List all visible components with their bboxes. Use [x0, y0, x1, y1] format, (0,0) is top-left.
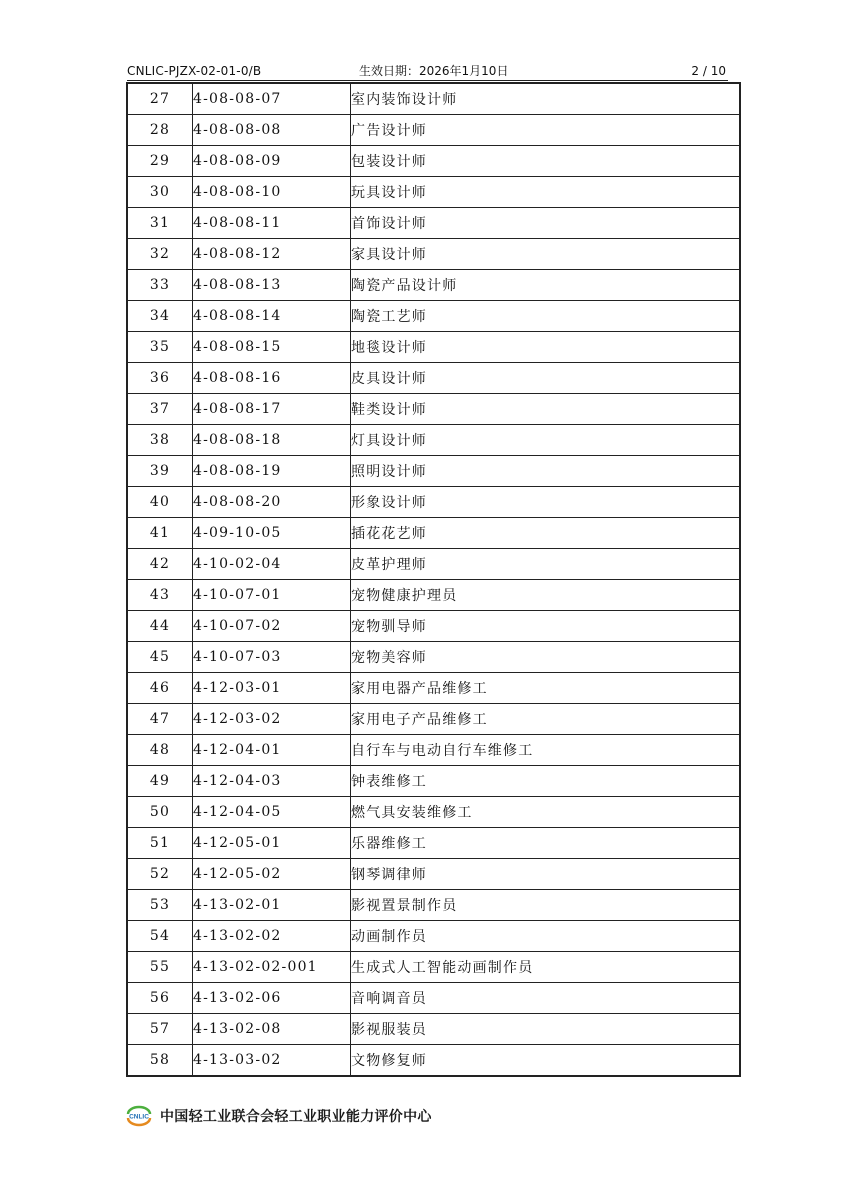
row-number: 54	[127, 921, 193, 952]
occupation-name: 家具设计师	[351, 239, 741, 270]
table-row	[127, 983, 740, 1014]
occupation-code: 4-08-08-11	[193, 208, 351, 239]
table-row	[127, 146, 740, 177]
table-row	[127, 642, 740, 673]
occupation-name: 包装设计师	[351, 146, 741, 177]
table-row	[127, 580, 740, 611]
organization-name: 中国轻工业联合会轻工业职业能力评价中心	[160, 1109, 432, 1125]
row-number: 41	[127, 518, 193, 549]
occupation-table	[126, 82, 741, 1077]
row-number: 35	[127, 332, 193, 363]
row-number: 36	[127, 363, 193, 394]
occupation-name: 家用电器产品维修工	[351, 673, 741, 704]
occupation-name: 插花花艺师	[351, 518, 741, 549]
occupation-code: 4-10-07-01	[193, 580, 351, 611]
occupation-name: 影视置景制作员	[351, 890, 741, 921]
occupation-name: 动画制作员	[351, 921, 741, 952]
occupation-code: 4-13-02-06	[193, 983, 351, 1014]
row-number: 42	[127, 549, 193, 580]
row-number: 39	[127, 456, 193, 487]
occupation-code: 4-12-05-02	[193, 859, 351, 890]
occupation-code: 4-08-08-17	[193, 394, 351, 425]
row-number: 46	[127, 673, 193, 704]
table-row	[127, 1045, 740, 1077]
occupation-code: 4-13-02-02-001	[193, 952, 351, 983]
occupation-name: 室内装饰设计师	[351, 83, 741, 115]
occupation-name: 燃气具安装维修工	[351, 797, 741, 828]
occupation-name: 地毯设计师	[351, 332, 741, 363]
row-number: 30	[127, 177, 193, 208]
occupation-name: 首饰设计师	[351, 208, 741, 239]
occupation-code: 4-08-08-10	[193, 177, 351, 208]
occupation-name: 陶瓷工艺师	[351, 301, 741, 332]
occupation-code: 4-12-03-02	[193, 704, 351, 735]
occupation-name: 皮具设计师	[351, 363, 741, 394]
occupation-name: 宠物健康护理员	[351, 580, 741, 611]
cnlic-logo-icon	[124, 1105, 154, 1127]
table-row	[127, 1014, 740, 1045]
occupation-table-body	[127, 83, 740, 1076]
row-number: 58	[127, 1045, 193, 1077]
row-number: 29	[127, 146, 193, 177]
table-row	[127, 549, 740, 580]
occupation-code: 4-08-08-16	[193, 363, 351, 394]
row-number: 32	[127, 239, 193, 270]
row-number: 38	[127, 425, 193, 456]
table-row	[127, 890, 740, 921]
occupation-code: 4-10-07-03	[193, 642, 351, 673]
table-row	[127, 828, 740, 859]
row-number: 44	[127, 611, 193, 642]
document-code: CNLIC-PJZX-02-01-0/B	[127, 64, 262, 78]
row-number: 37	[127, 394, 193, 425]
table-row	[127, 115, 740, 146]
table-row	[127, 704, 740, 735]
row-number: 49	[127, 766, 193, 797]
occupation-code: 4-12-04-05	[193, 797, 351, 828]
occupation-name: 陶瓷产品设计师	[351, 270, 741, 301]
row-number: 43	[127, 580, 193, 611]
occupation-name: 灯具设计师	[351, 425, 741, 456]
occupation-code: 4-13-02-08	[193, 1014, 351, 1045]
table-row	[127, 797, 740, 828]
page-footer	[124, 1104, 432, 1128]
occupation-code: 4-13-02-01	[193, 890, 351, 921]
occupation-code: 4-08-08-12	[193, 239, 351, 270]
row-number: 55	[127, 952, 193, 983]
row-number: 45	[127, 642, 193, 673]
occupation-code: 4-08-08-20	[193, 487, 351, 518]
occupation-code: 4-08-08-08	[193, 115, 351, 146]
effective-date: 生效日期：2026年1月10日	[359, 64, 509, 78]
table-row	[127, 673, 740, 704]
row-number: 28	[127, 115, 193, 146]
table-row	[127, 425, 740, 456]
logo-wordmark: CNLIC	[129, 1113, 149, 1121]
occupation-code: 4-08-08-18	[193, 425, 351, 456]
occupation-name: 广告设计师	[351, 115, 741, 146]
row-number: 50	[127, 797, 193, 828]
table-row	[127, 487, 740, 518]
row-number: 47	[127, 704, 193, 735]
table-row	[127, 301, 740, 332]
table-row	[127, 735, 740, 766]
occupation-name: 家用电子产品维修工	[351, 704, 741, 735]
row-number: 31	[127, 208, 193, 239]
table-row	[127, 766, 740, 797]
row-number: 34	[127, 301, 193, 332]
occupation-name: 照明设计师	[351, 456, 741, 487]
occupation-code: 4-12-04-03	[193, 766, 351, 797]
occupation-code: 4-08-08-19	[193, 456, 351, 487]
row-number: 27	[127, 83, 193, 115]
table-row	[127, 518, 740, 549]
row-number: 57	[127, 1014, 193, 1045]
row-number: 33	[127, 270, 193, 301]
occupation-code: 4-08-08-15	[193, 332, 351, 363]
occupation-name: 宠物美容师	[351, 642, 741, 673]
row-number: 56	[127, 983, 193, 1014]
table-row	[127, 921, 740, 952]
occupation-code: 4-10-02-04	[193, 549, 351, 580]
table-row	[127, 456, 740, 487]
occupation-name: 玩具设计师	[351, 177, 741, 208]
row-number: 53	[127, 890, 193, 921]
occupation-code: 4-12-05-01	[193, 828, 351, 859]
table-row	[127, 611, 740, 642]
occupation-code: 4-13-02-02	[193, 921, 351, 952]
row-number: 48	[127, 735, 193, 766]
occupation-name: 文物修复师	[351, 1045, 741, 1077]
occupation-code: 4-08-08-07	[193, 83, 351, 115]
table-row	[127, 177, 740, 208]
occupation-code: 4-08-08-14	[193, 301, 351, 332]
table-row	[127, 859, 740, 890]
occupation-name: 皮革护理师	[351, 549, 741, 580]
page-header	[127, 62, 728, 81]
occupation-name: 音响调音员	[351, 983, 741, 1014]
occupation-code: 4-13-03-02	[193, 1045, 351, 1077]
table-row	[127, 952, 740, 983]
occupation-code: 4-12-04-01	[193, 735, 351, 766]
occupation-code: 4-10-07-02	[193, 611, 351, 642]
occupation-name: 乐器维修工	[351, 828, 741, 859]
page-indicator: 2 / 10	[691, 64, 726, 78]
row-number: 52	[127, 859, 193, 890]
occupation-name: 自行车与电动自行车维修工	[351, 735, 741, 766]
occupation-code: 4-08-08-13	[193, 270, 351, 301]
table-row	[127, 239, 740, 270]
table-row	[127, 363, 740, 394]
occupation-name: 钟表维修工	[351, 766, 741, 797]
occupation-name: 鞋类设计师	[351, 394, 741, 425]
row-number: 51	[127, 828, 193, 859]
table-row	[127, 83, 740, 115]
occupation-code: 4-08-08-09	[193, 146, 351, 177]
table-row	[127, 270, 740, 301]
table-row	[127, 332, 740, 363]
occupation-name: 形象设计师	[351, 487, 741, 518]
occupation-name: 生成式人工智能动画制作员	[351, 952, 741, 983]
table-row	[127, 208, 740, 239]
occupation-name: 宠物驯导师	[351, 611, 741, 642]
occupation-code: 4-09-10-05	[193, 518, 351, 549]
table-row	[127, 394, 740, 425]
row-number: 40	[127, 487, 193, 518]
occupation-name: 影视服装员	[351, 1014, 741, 1045]
occupation-code: 4-12-03-01	[193, 673, 351, 704]
occupation-name: 钢琴调律师	[351, 859, 741, 890]
